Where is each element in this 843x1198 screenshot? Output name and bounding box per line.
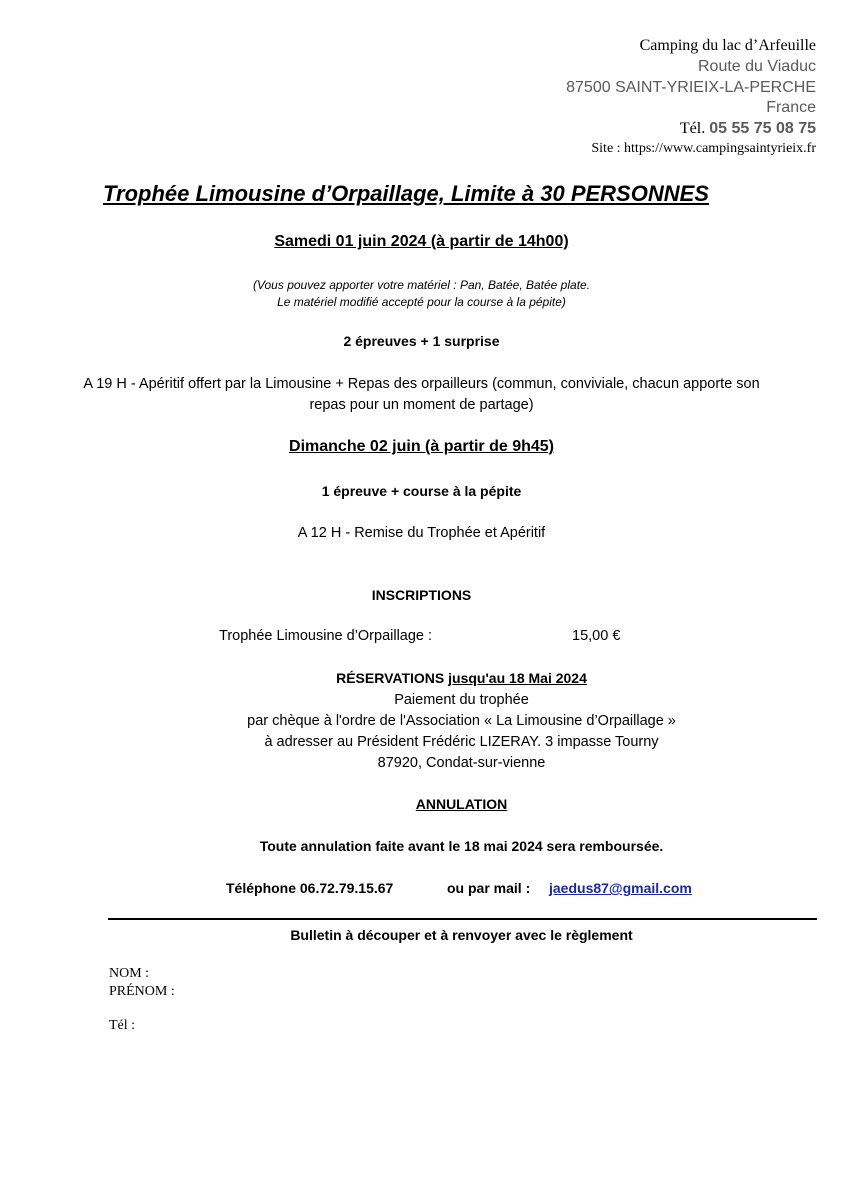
evening-line1: A 19 H - Apéritif offert par la Limousine + Repas des orpailleurs (commun, conviviale, chacun apporte son: [83, 376, 760, 392]
annulation-text: Toute annulation faite avant le 18 mai 2024 sera remboursée.: [259, 838, 664, 854]
payment-line1: Paiement du trophée: [394, 692, 529, 708]
reservations-deadline: jusqu'au 18 Mai 2024: [448, 670, 587, 686]
contact-phone: Téléphone 06.72.79.15.67: [226, 880, 394, 896]
payment-line2: par chèque à l'ordre de l'Association « La Limousine d’Orpaillage »: [247, 713, 676, 729]
annulation-heading: ANNULATION: [415, 796, 508, 812]
phone-label: Tél.: [679, 120, 706, 137]
page-title: Trophée Limousine d’Orpaillage, Limite à 30 PERSONNES: [103, 181, 709, 206]
phone-number: 05 55 75 08 75: [709, 120, 816, 137]
camping-name: Camping du lac d’Arfeuille: [639, 37, 816, 54]
inscription-item-label: Trophée Limousine d’Orpaillage :: [219, 628, 433, 644]
material-note-line1: (Vous pouvez apporter votre matériel : Pan, Batée, Batée plate.: [252, 278, 591, 292]
camping-phone: [680, 119, 816, 139]
coupon-tel: Tél :: [109, 1018, 136, 1033]
sunday-events: 1 épreuve + course à la pépite: [321, 483, 522, 499]
payment-line3: à adresser au Président Frédéric LIZERAY. 3 impasse Tourny: [264, 734, 659, 750]
saturday-heading: Samedi 01 juin 2024 (à partir de 14h00): [274, 233, 569, 250]
coupon-nom: NOM :: [109, 966, 150, 981]
inscription-item-price: 15,00 €: [572, 628, 621, 644]
contact-mail-label: ou par mail :: [447, 880, 531, 896]
coupon-prenom: PRÉNOM :: [109, 984, 175, 999]
saturday-events: 2 épreuves + 1 surprise: [343, 333, 500, 349]
sunday-heading: Dimanche 02 juin (à partir de 9h45): [289, 438, 554, 455]
camping-country: France: [766, 99, 816, 116]
ceremony-text: A 12 H - Remise du Trophée et Apéritif: [297, 525, 546, 541]
reservations-title: [0, 670, 843, 686]
payment-line4: 87920, Condat-sur-vienne: [377, 755, 546, 771]
reservations-heading: RÉSERVATIONS: [336, 670, 445, 686]
material-note-line2: Le matériel modifié accepté pour la course à la pépite): [277, 295, 566, 309]
evening-line2: repas pour un moment de partage): [309, 397, 534, 413]
camping-site: Site : https://www.campingsaintyrieix.fr: [591, 141, 816, 156]
inscriptions-heading: INSCRIPTIONS: [371, 587, 472, 603]
camping-street: Route du Viaduc: [697, 58, 816, 75]
cut-divider: [108, 918, 817, 920]
email-link[interactable]: jaedus87@gmail.com: [549, 880, 692, 896]
coupon-heading: Bulletin à découper et à renvoyer avec le règlement: [290, 927, 633, 943]
camping-city: 87500 SAINT-YRIEIX-LA-PERCHE: [566, 79, 816, 96]
